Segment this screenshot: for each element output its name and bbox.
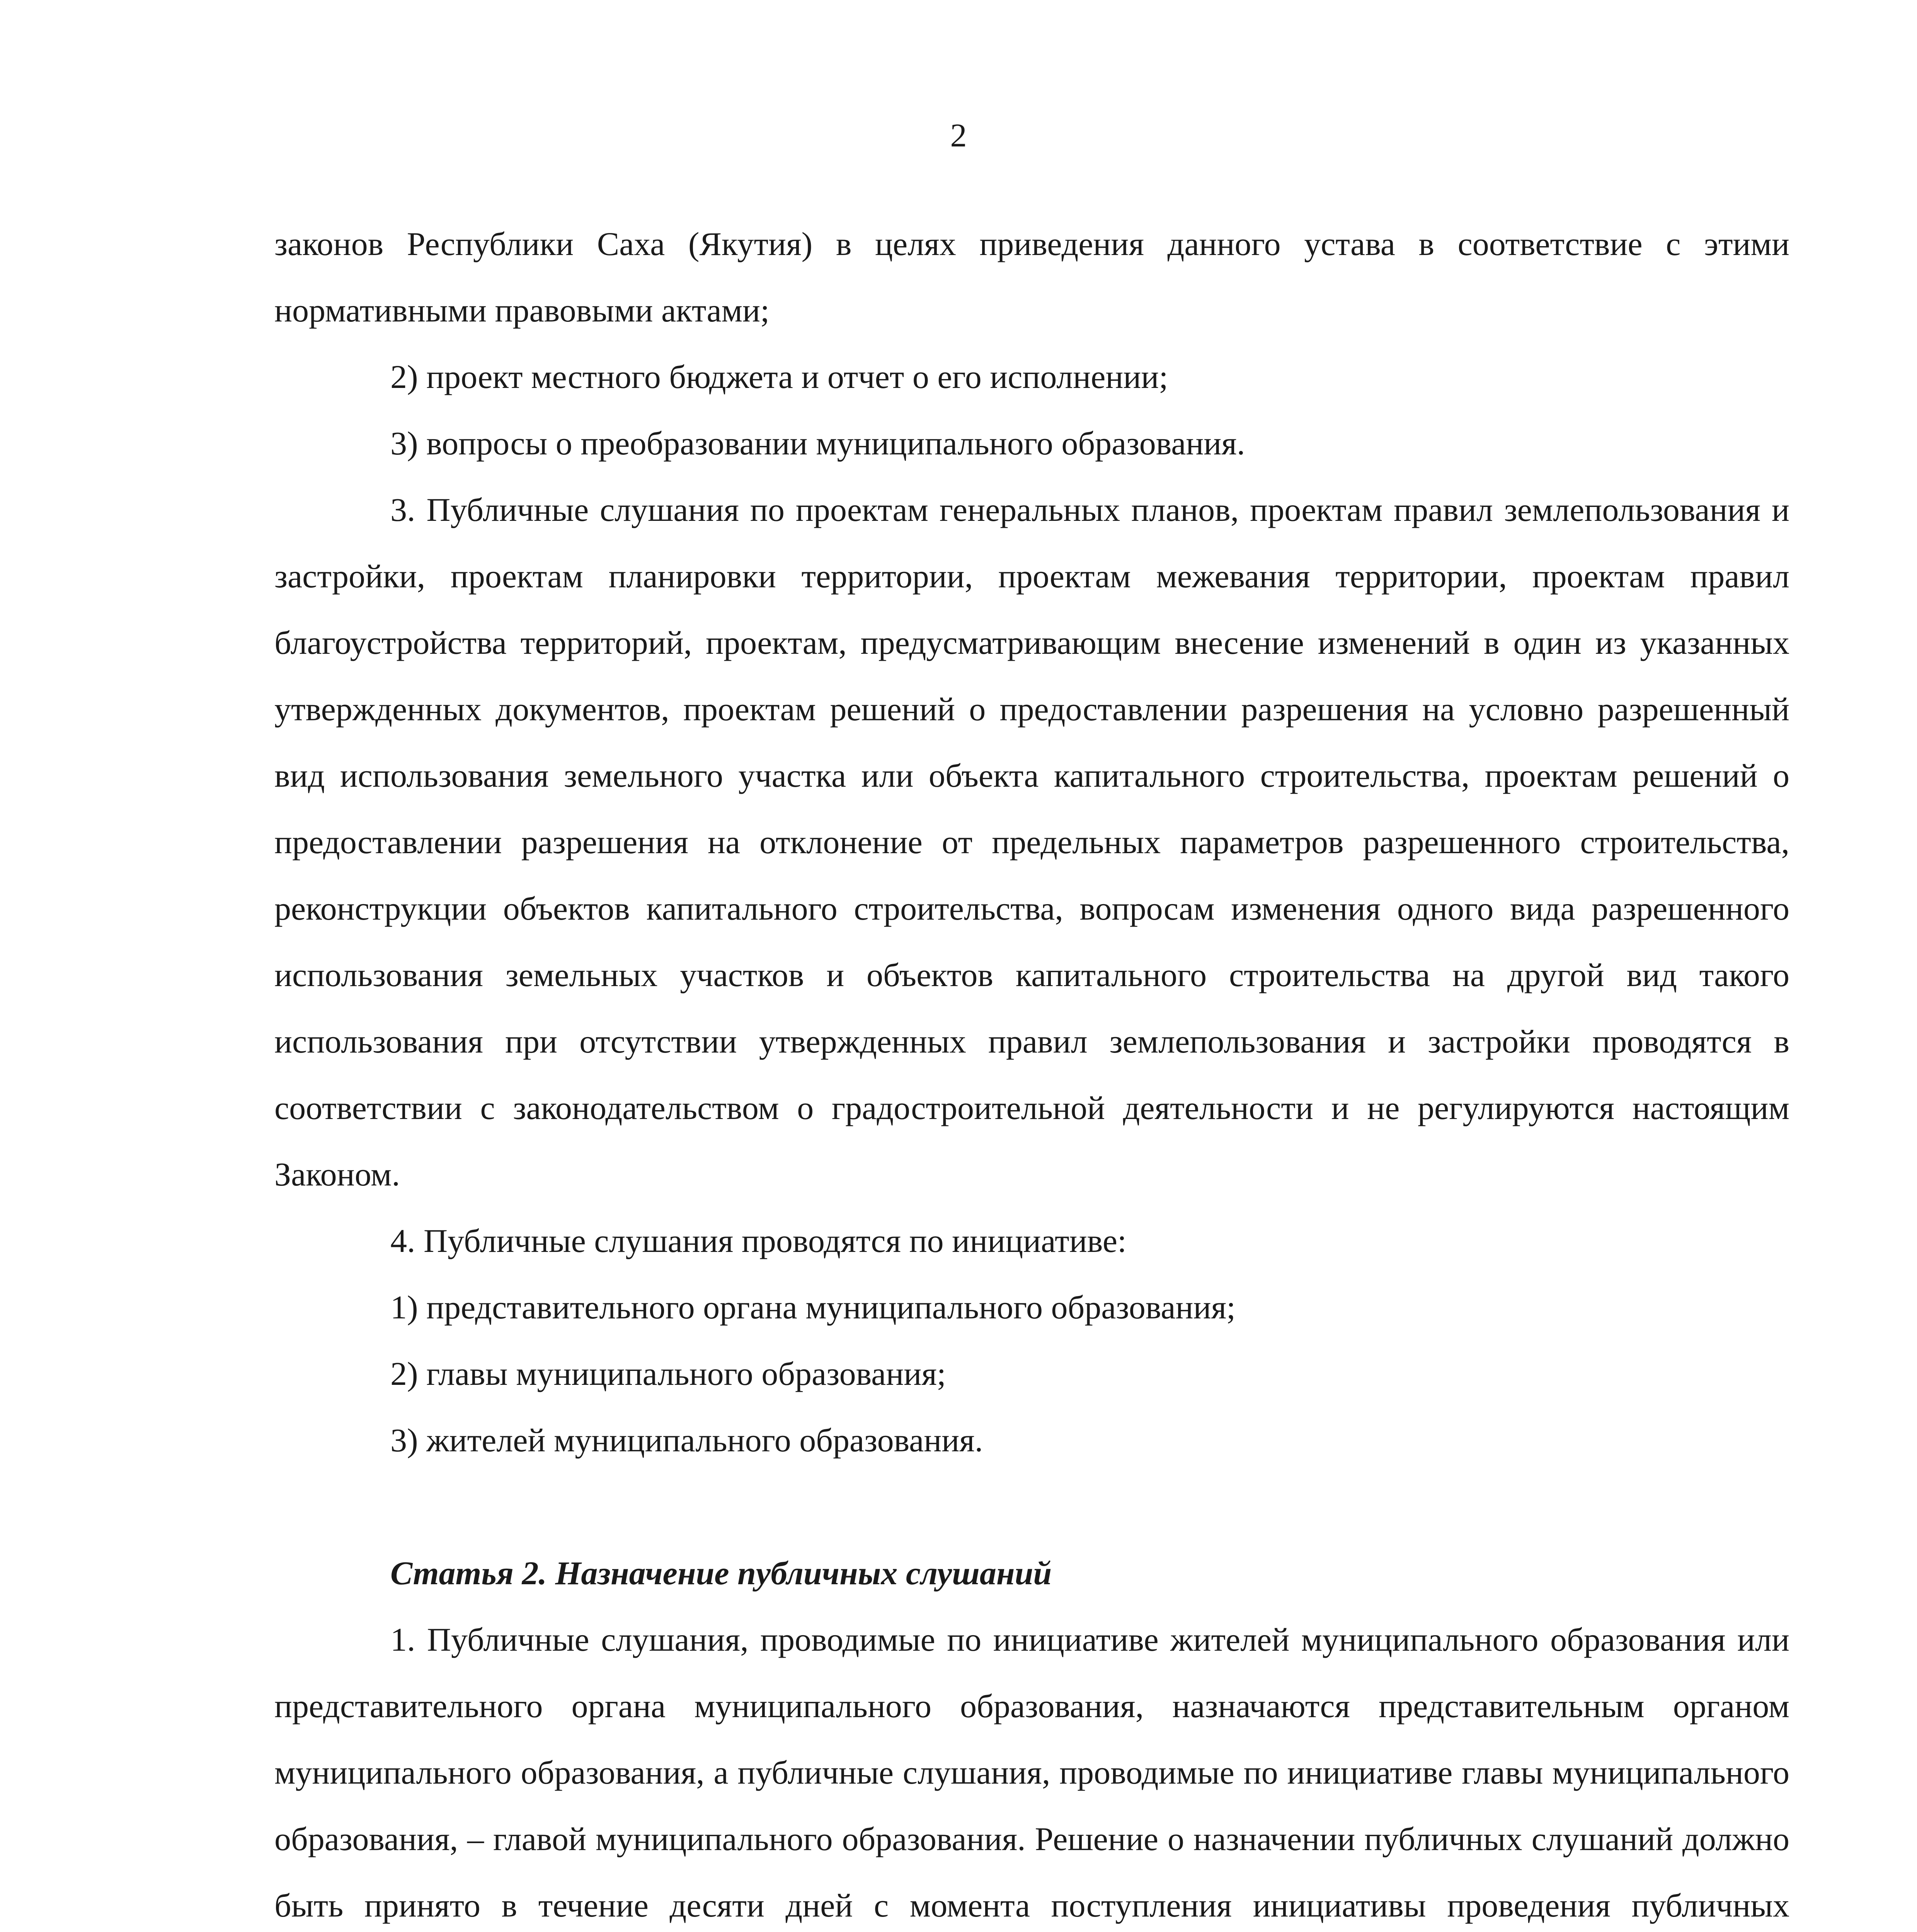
paragraph-continuation: законов Республики Саха (Якутия) в целях приведения данного устава в соответствие с этими нормативными правовыми актами; bbox=[274, 225, 1789, 329]
paragraph-appointment: 1. Публичные слушания, проводимые по инициативе жителей муниципального образования или представительного органа муниципального образования, назначаются представительным органом муниципального образования, а публичные слушания, проводимые по инициативе главы муниципального образования, – главой муниципального образования. Решение о назначении публичных слушаний должно быть принято в течение десяти дней с момента поступления инициативы проведения публичных bbox=[274, 1621, 1789, 1924]
paragraph-initiative: 4. Публичные слушания проводятся по инициативе: bbox=[390, 1222, 1127, 1259]
paragraph-urban-planning: 3. Публичные слушания по проектам генеральных планов, проектам правил землепользования и застройки, проектам планировки территории, проектам межевания территории, проектам правил благоустройства территорий, проектам, предусматривающим внесение изменений в один из указанных утвержденных документов, проектам решений о предоставлении разрешения на условно разрешенный вид использования земельного участка или объекта капитального строительства, проектам решений о предоставлении разрешения на отклонение от предельных параметров разрешенного строительства, реконструкции объектов капитального строительства, вопросам изменения одного вида разрешенного использования земельных участков и объектов капитального строительства на другой вид такого использования при отсутствии утвержденных правил землепользования и застройки проводятся в соответствии с законодательством о градостроительной деятельности и не регулируются настоящим Законом. bbox=[274, 491, 1789, 1193]
list-item-residents: 3) жителей муниципального образования. bbox=[390, 1422, 983, 1459]
list-item-representative-body: 1) представительного органа муниципального образования; bbox=[390, 1289, 1236, 1326]
list-item-budget: 2) проект местного бюджета и отчет о его исполнении; bbox=[390, 358, 1168, 395]
document-body bbox=[274, 211, 1789, 1932]
list-item-head: 2) главы муниципального образования; bbox=[390, 1355, 946, 1392]
page-number: 2 bbox=[950, 117, 967, 154]
list-item-transformation: 3) вопросы о преобразовании муниципального образования. bbox=[390, 425, 1245, 462]
article-heading: Статья 2. Назначение публичных слушаний bbox=[390, 1554, 1052, 1592]
